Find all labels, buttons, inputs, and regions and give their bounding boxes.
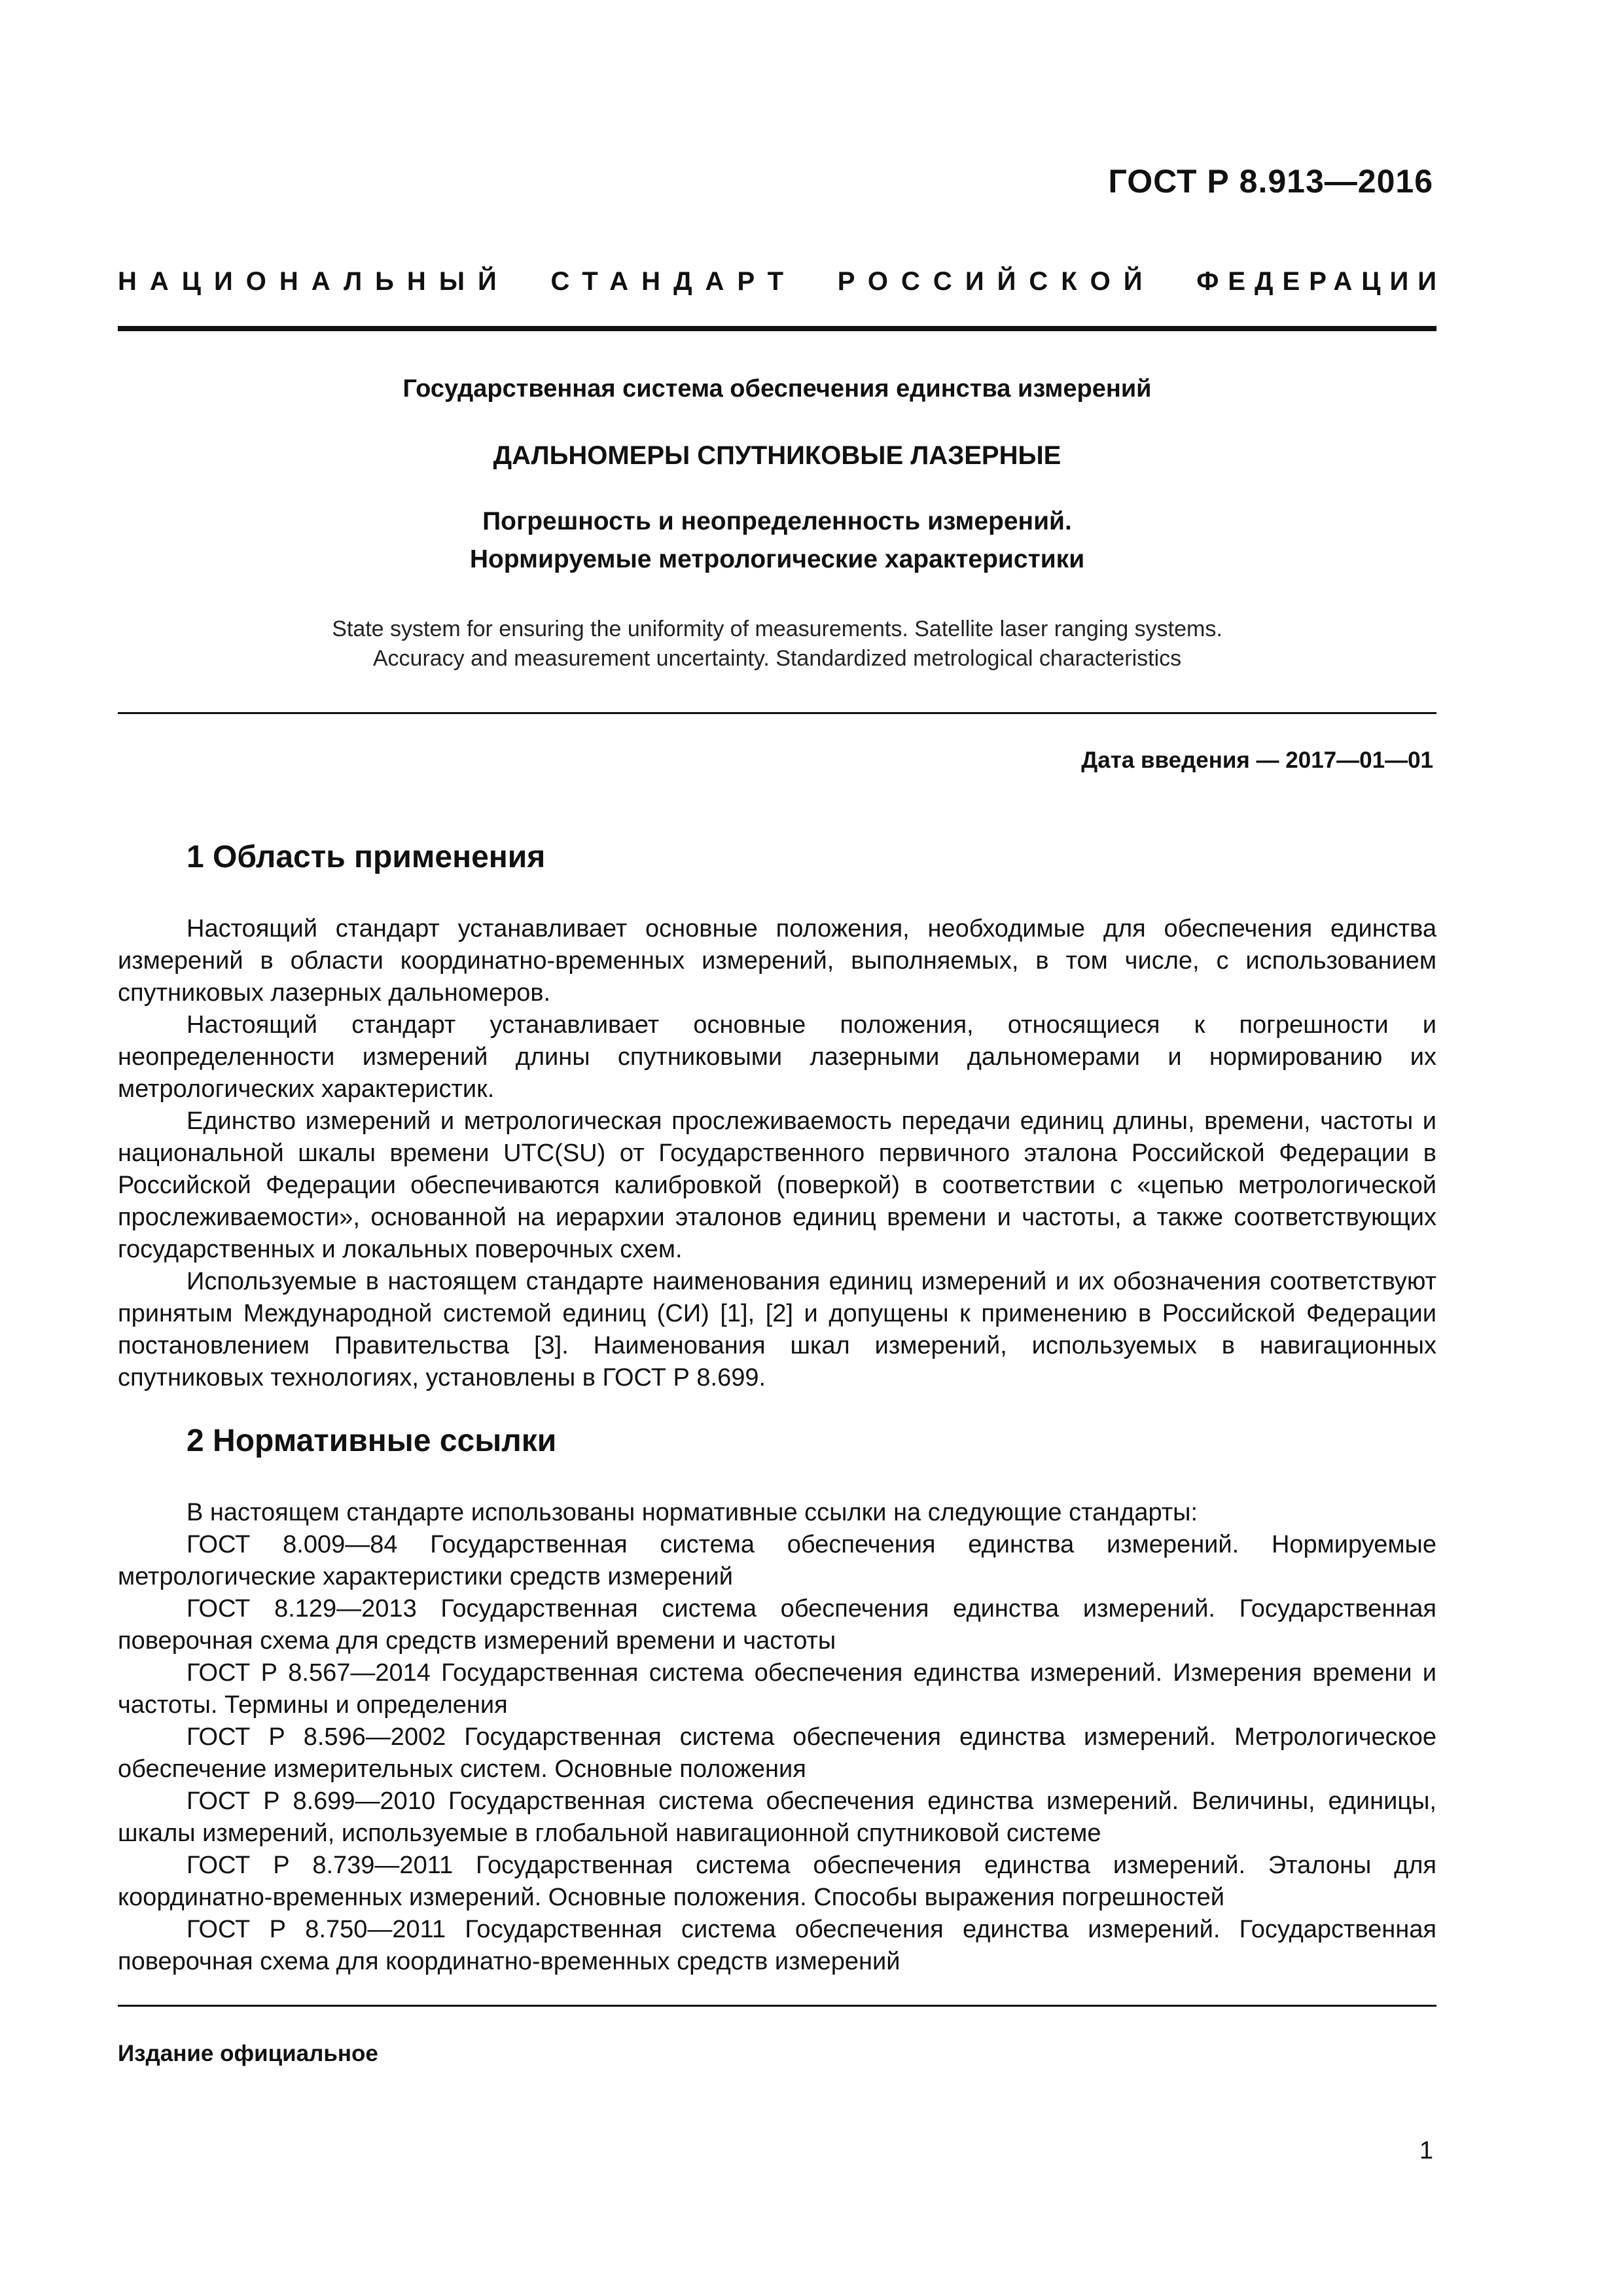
standard-title: ДАЛЬНОМЕРЫ СПУТНИКОВЫЕ ЛАЗЕРНЫЕ [493, 441, 1061, 470]
english-title-line-2: Accuracy and measurement uncertainty. Standardized metrological characteristics [372, 646, 1182, 671]
standard-subtitle-line-2: Нормируемые метрологические характеристики [469, 545, 1085, 573]
introduction-date: Дата введения — 2017—01—01 [1081, 747, 1433, 773]
standard-subtitle-line-1: Погрешность и неопределенность измерений. [482, 507, 1072, 535]
paragraph: В настоящем стандарте использованы нормативные ссылки на следующие стандарты: [187, 1499, 1198, 1526]
paragraph: Настоящий стандарт устанавливает основные положения, необходимые для обеспечения единства измерений в области координатно-временных измерений, выполняемых, в том числе, с использованием спутниковых лазерных дальномеров. [118, 915, 1436, 1007]
document-number: ГОСТ Р 8.913—2016 [1108, 163, 1433, 200]
reference-item: ГОСТ 8.009—84 Государственная система обеспечения единства измерений. Нормируемые метрологические характеристики средств измерений [118, 1531, 1436, 1590]
header-divider [118, 326, 1436, 331]
section-heading-scope: 1 Область применения [187, 840, 546, 874]
national-standard-title [118, 267, 1446, 296]
official-edition-label: Издание официальное [118, 2041, 378, 2066]
reference-item: ГОСТ Р 8.596—2002 Государственная система обеспечения единства измерений. Метрологическое обеспечение измерительных систем. Основные положения [118, 1723, 1436, 1783]
footer-divider [118, 2005, 1436, 2007]
national-title-word: РОССИЙСКОЙ [837, 267, 1156, 296]
english-title-line-1: State system for ensuring the uniformity of measurements. Satellite laser ranging systems. [332, 617, 1222, 641]
section-body-scope [118, 913, 1436, 1394]
paragraph: Единство измерений и метрологическая прослеживаемость передачи единиц длины, времени, частоты и национальной шкалы времени UTC(SU) от Государственного первичного эталона Российской Федерации в Российской Федерации обеспечиваются калибровкой (поверкой) в соответствии с «цепью метрологической прослеживаемости», основанной на иерархии эталонов единиц времени и частоты, а также соответствующих государственных и локальных поверочных схем. [118, 1107, 1436, 1263]
reference-item: ГОСТ Р 8.739—2011 Государственная система обеспечения единства измерений. Эталоны для координатно-временных измерений. Основные положения. Способы выражения погрешностей [118, 1852, 1436, 1911]
reference-item: ГОСТ 8.129—2013 Государственная система обеспечения единства измерений. Государственная поверочная схема для средств измерений времени и частоты [118, 1595, 1436, 1655]
page-number: 1 [1419, 2137, 1433, 2164]
title-divider [118, 712, 1436, 714]
reference-item: ГОСТ Р 8.699—2010 Государственная система обеспечения единства измерений. Величины, единицы, шкалы измерений, используемые в глобальной навигационной спутниковой системе [118, 1787, 1436, 1847]
reference-item: ГОСТ Р 8.567—2014 Государственная система обеспечения единства измерений. Измерения времени и частоты. Термины и определения [118, 1659, 1436, 1719]
section-heading-references: 2 Нормативные ссылки [187, 1424, 557, 1458]
system-title: Государственная система обеспечения единства измерений [402, 375, 1152, 403]
paragraph: Настоящий стандарт устанавливает основные положения, относящиеся к погрешности и неопределенности измерений длины спутниковыми лазерными дальномерами и нормированию их метрологических характеристик. [118, 1011, 1436, 1103]
reference-item: ГОСТ Р 8.750—2011 Государственная система обеспечения единства измерений. Государственная поверочная схема для координатно-временных средств измерений [118, 1916, 1436, 1975]
section-body-references [118, 1497, 1436, 1978]
national-title-word: СТАНДАРТ [550, 267, 797, 296]
national-title-word: НАЦИОНАЛЬНЫЙ [118, 267, 510, 296]
paragraph: Используемые в настоящем стандарте наименования единиц измерений и их обозначения соответствуют принятым Международной системой единиц (СИ) [1], [2] и допущены к применению в Российской Федерации постановлением Правительства [3]. Наименования шкал измерений, используемых в навигационных спутниковых технологиях, установлены в ГОСТ Р 8.699. [118, 1268, 1436, 1391]
national-title-word: ФЕДЕРАЦИИ [1196, 267, 1446, 296]
